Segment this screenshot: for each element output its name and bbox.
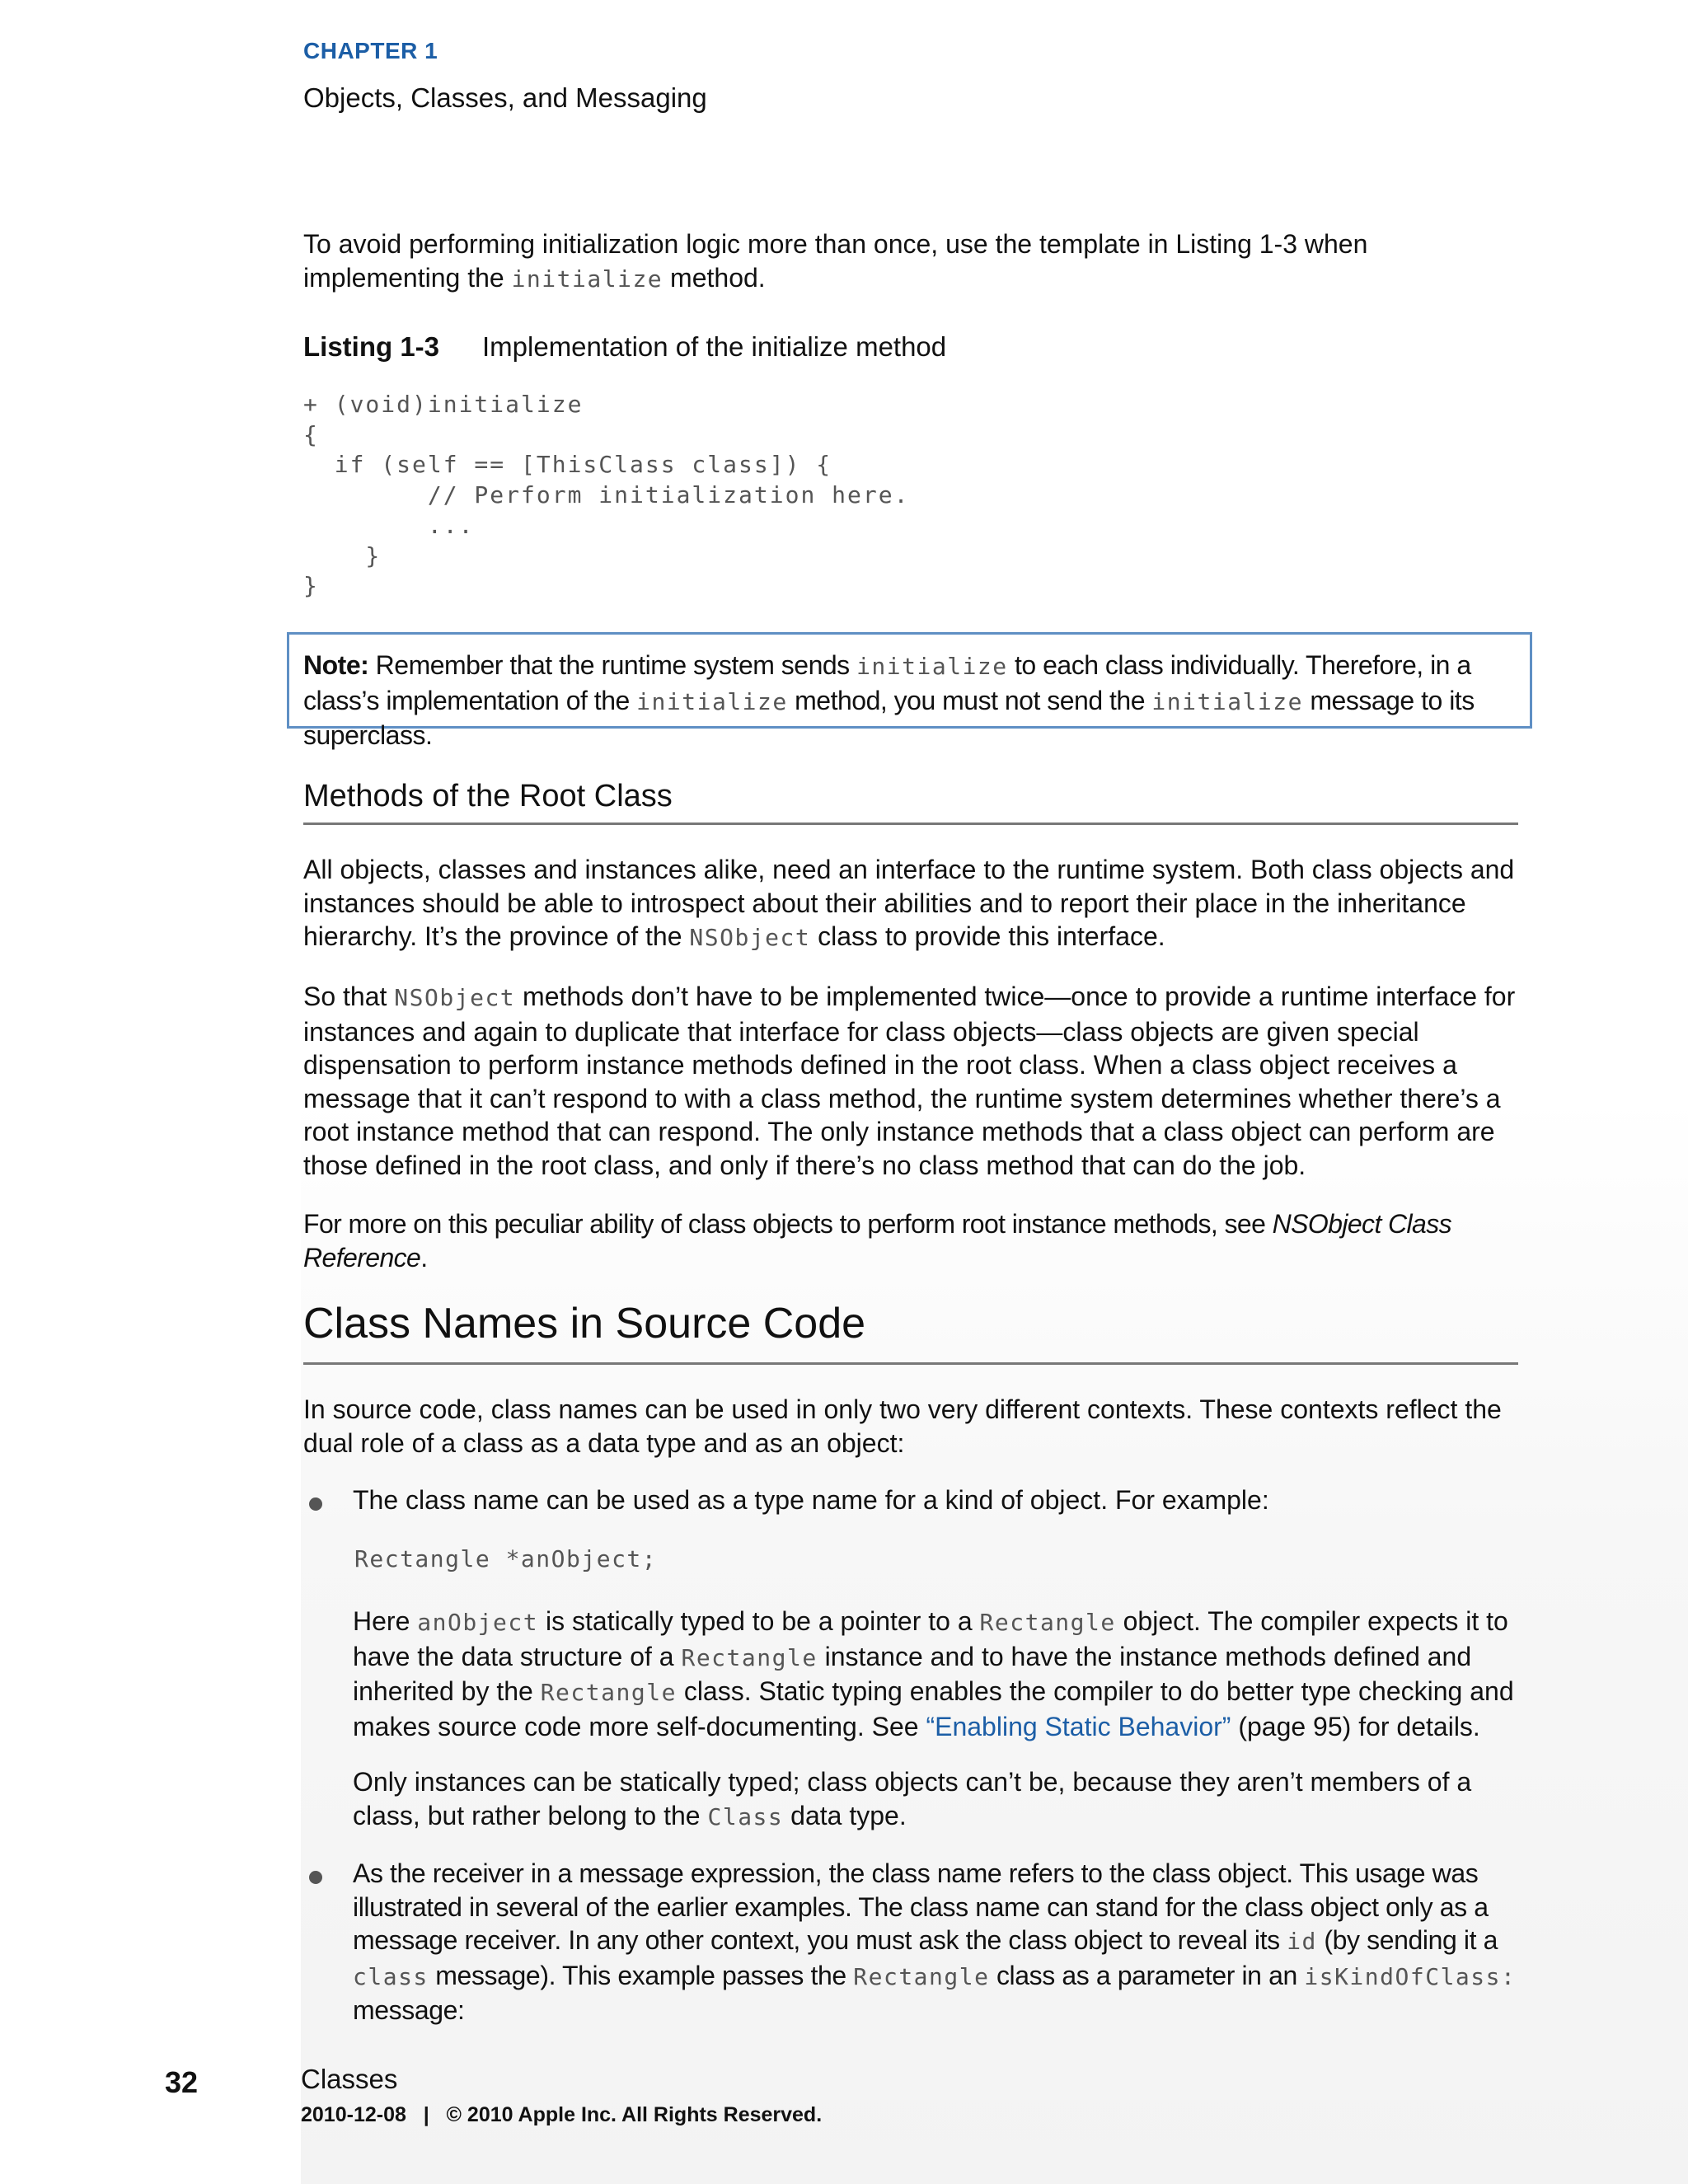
note-text: Note: Remember that the runtime system sends initialize to each class individually. Therefore, in a class’s implementation of the initialize method, you must not send the initialize message to its superclass. (303, 650, 1475, 750)
enabling-static-behavior-link[interactable]: “Enabling Static Behavior” (926, 1711, 1231, 1741)
heading-rule (303, 823, 1518, 825)
listing-title: Implementation of the initialize method (482, 331, 947, 362)
root-class-paragraph-1: All objects, classes and instances alike, need an interface to the runtime system. Both class objects and instances should be able to introspect about their abilities and to report their place in the inheritance hierarchy. It’s the province of the NSObject class to provide this interface. (303, 855, 1515, 951)
intro-paragraph: To avoid performing initialization logic more than once, use the template in Listing 1-3 when implementing the initialize method. (303, 229, 1368, 293)
bullet-icon (309, 1497, 322, 1511)
code-listing: + (void)initialize { if (self == [ThisClass class]) { // Perform initialization here. ... } } (303, 391, 910, 600)
page-number: 32 (165, 2065, 199, 2099)
root-class-paragraph-2: So that NSObject methods don’t have to be implemented twice—once to provide a runtime interface for instances and again to duplicate that interface for class objects—class objects are given special dispensation to perform instance methods defined in the root class. When a class object receives a message that it can’t respond to with a class method, the runtime system determines whether there’s a root instance method that can respond. The only instance methods that a class object can perform are those defined in the root class, and only if there’s no class method that can do the job. (303, 982, 1516, 1180)
footer-copyright: 2010-12-08 | © 2010 Apple Inc. All Rights Reserved. (301, 2103, 823, 2126)
bullet-1-code: Rectangle *anObject; (354, 1545, 658, 1572)
bullet-1-paragraph-2: Here anObject is statically typed to be a pointer to a Rectangle object. The compiler expects it to have the data structure of a Rectangle instance and to have the instance methods defined and inherited by the Rectangle class. Static typing enables the compiler to do better type checking and makes source code more self-documenting. See “Enabling Static Behavior” (page 95) for details. (353, 1606, 1514, 1741)
footer-section-title: Classes (301, 2064, 398, 2094)
class-names-paragraph-1: In source code, class names can be used in only two very different contexts. These contexts reflect the dual role of a class as a data type and as an object: (303, 1394, 1502, 1458)
bullet-icon (309, 1871, 322, 1884)
note-box (287, 632, 1532, 750)
listing-label: Listing 1-3 (303, 331, 440, 362)
note-label: Note: (303, 650, 369, 680)
root-class-paragraph-3: For more on this peculiar ability of class objects to perform root instance methods, see NSObject Class Reference. (303, 1209, 1452, 1272)
bullet-1-paragraph-3: Only instances can be statically typed; class objects can’t be, because they aren’t members of a class, but rather belong to the Class data type. (353, 1767, 1472, 1830)
bullet-1-text: The class name can be used as a type name for a kind of object. For example: (353, 1485, 1269, 1515)
section-heading-root-class: Methods of the Root Class (303, 779, 673, 813)
reference-title: NSObject Class Reference (303, 1209, 1452, 1272)
chapter-label: CHAPTER 1 (303, 38, 438, 63)
heading-rule (303, 1362, 1518, 1365)
bullet-2-text: As the receiver in a message expression, the class name refers to the class object. This usage was illustrated in several of the earlier examples. The class name can stand for the class object only as a message receiver. In any other context, you must ask the class object to reveal its id (by sending it a class message). This example passes the Rectangle class as a parameter in an isKindOfClass: message: (353, 1858, 1517, 2025)
chapter-title: Objects, Classes, and Messaging (303, 82, 707, 113)
section-heading-class-names: Class Names in Source Code (303, 1300, 866, 1347)
